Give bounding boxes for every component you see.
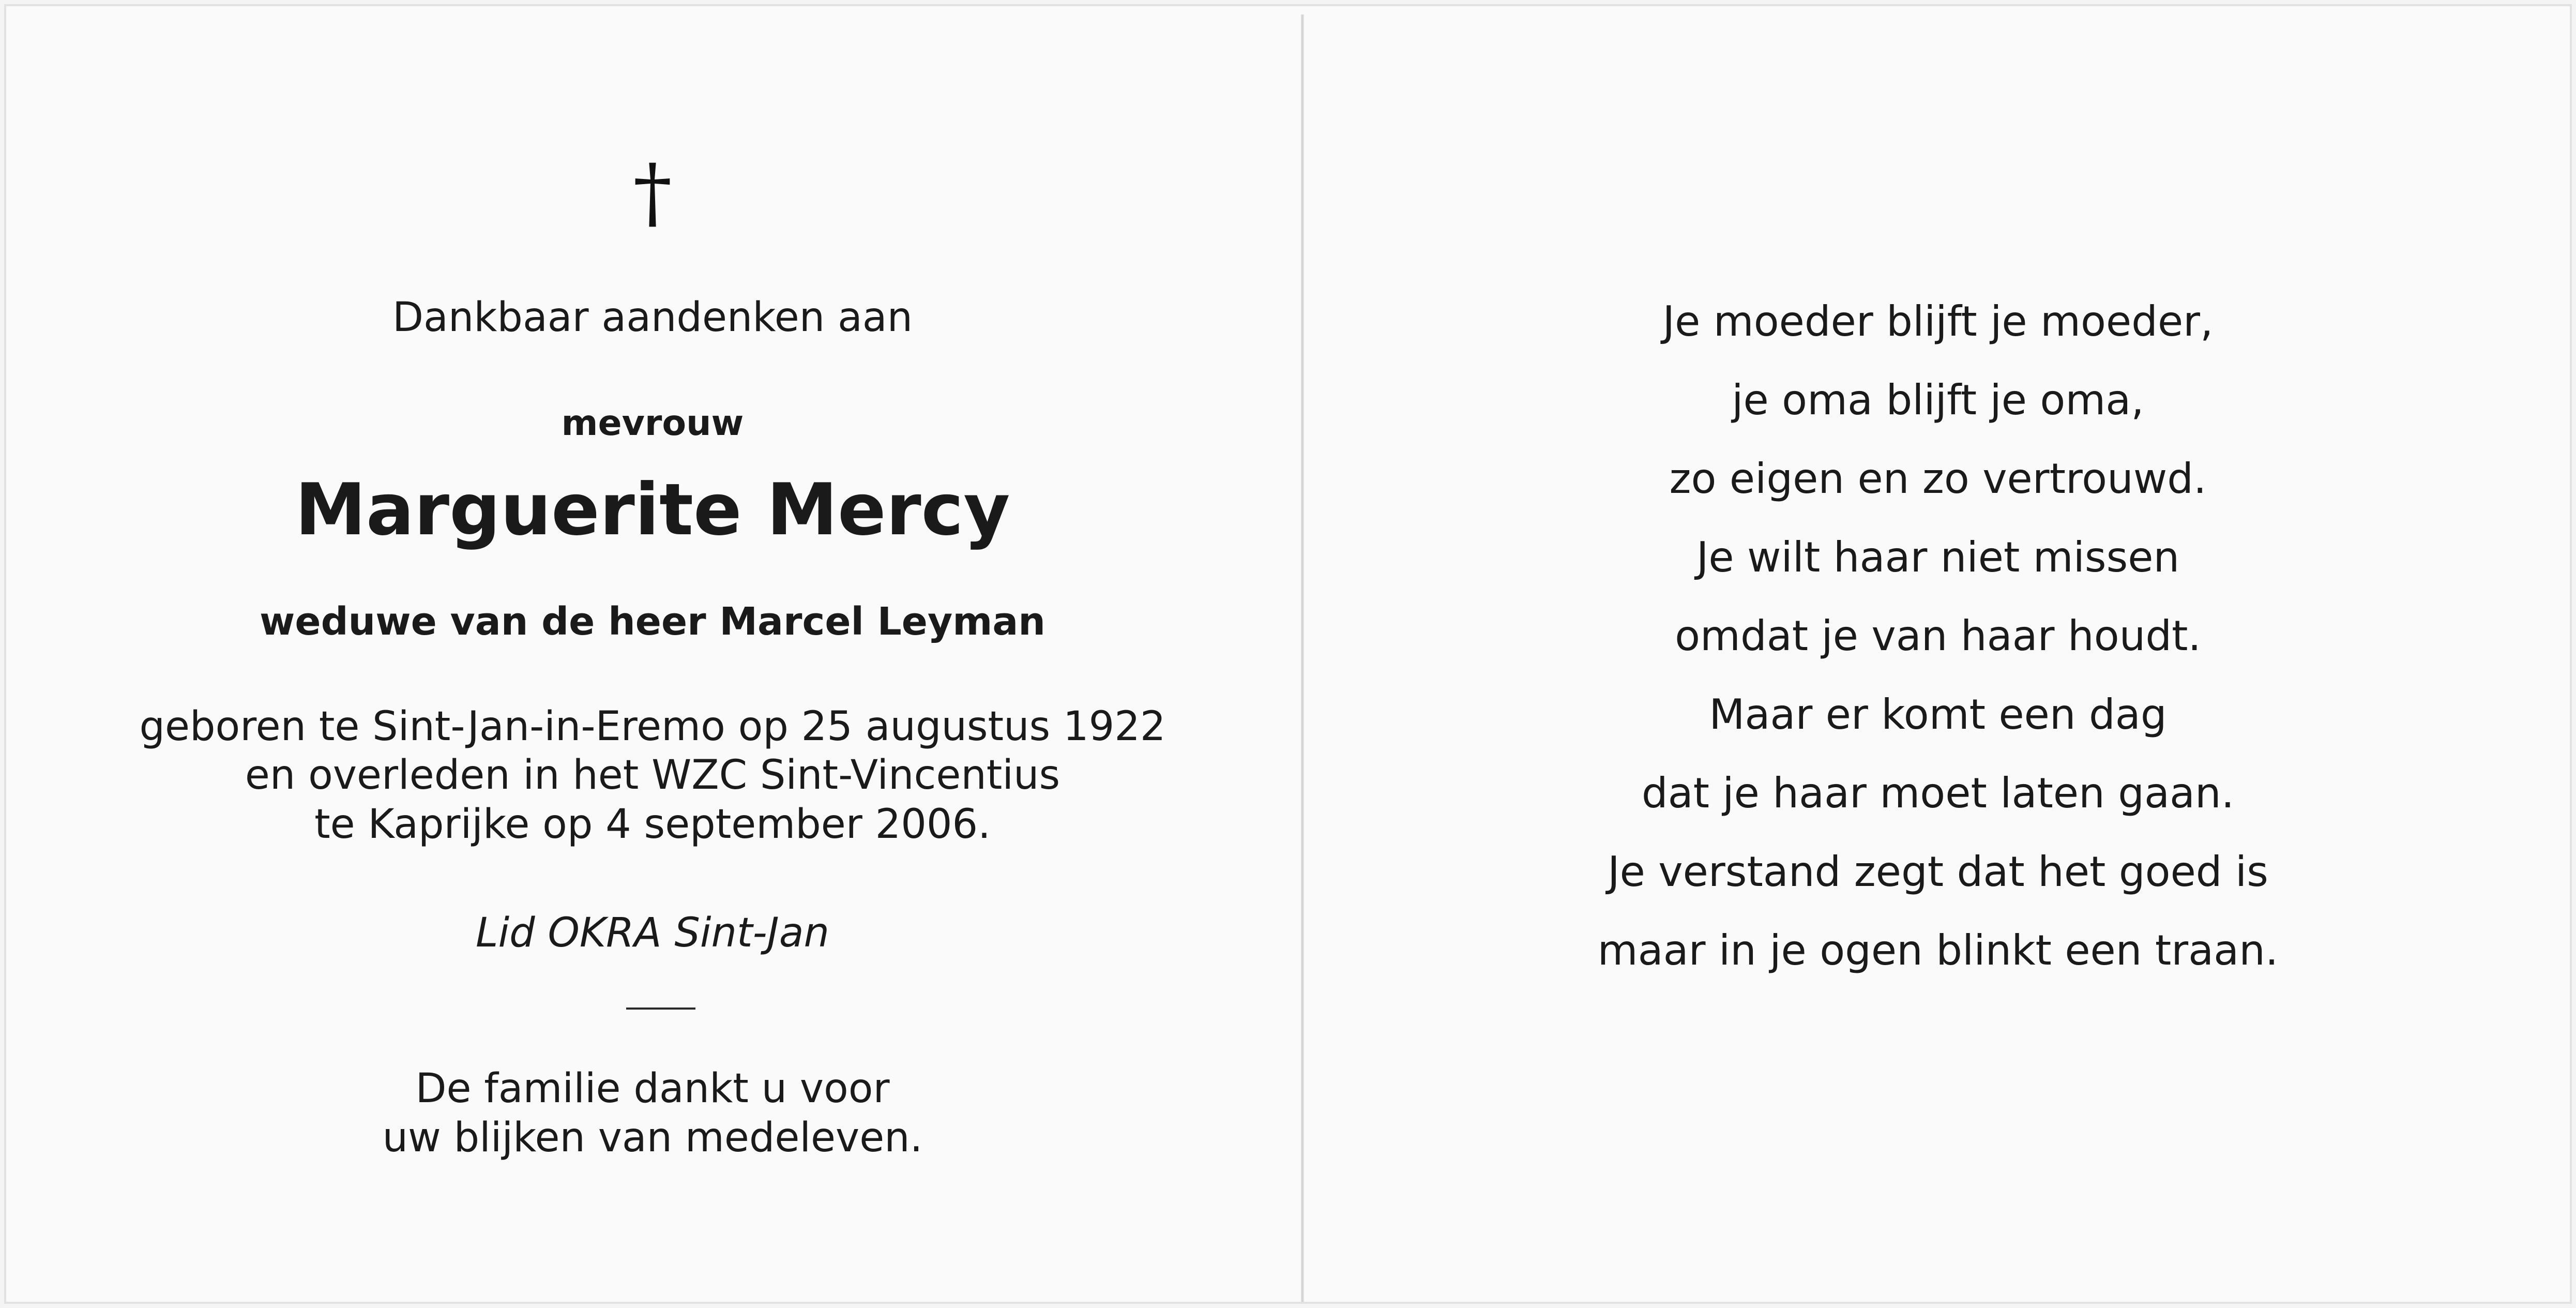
- cross-icon: †: [633, 148, 672, 238]
- birth-line: geboren te Sint-Jan-in-Eremo op 25 augustus 1922: [139, 703, 1166, 750]
- poem-line: je oma blijft je oma,: [1732, 376, 2144, 424]
- poem-line: Je wilt haar niet missen: [1696, 533, 2180, 581]
- life-dates: [4, 702, 1301, 849]
- thanks-line: De familie dankt u voor: [415, 1065, 890, 1112]
- thanks-line: uw blijken van medeleven.: [382, 1115, 923, 1162]
- poem-line: Je verstand zegt dat het goed is: [1608, 848, 2268, 896]
- membership-line: Lid OKRA Sint-Jan: [476, 910, 829, 956]
- poem-line: dat je haar moet laten gaan.: [1641, 769, 2235, 817]
- divider: [626, 1008, 695, 1010]
- left-panel: [4, 4, 1301, 1304]
- poem-line: omdat je van haar houdt.: [1675, 612, 2201, 660]
- deceased-name: Marguerite Mercy: [295, 468, 1010, 551]
- salutation: mevrouw: [561, 403, 744, 444]
- memorial-card: [4, 4, 2572, 1304]
- poem-line: Je moeder blijft je moeder,: [1662, 297, 2214, 345]
- right-panel: [1304, 4, 2572, 1304]
- spouse-line: weduwe van de heer Marcel Leyman: [260, 599, 1045, 644]
- intro-text: Dankbaar aandenken aan: [392, 294, 913, 341]
- death-place-line: en overleden in het WZC Sint-Vincentius: [245, 752, 1060, 799]
- poem-line: zo eigen en zo vertrouwd.: [1669, 455, 2207, 503]
- family-thanks: [4, 1064, 1301, 1163]
- death-date-line: te Kaprijke op 4 september 2006.: [314, 801, 991, 848]
- poem-line: Maar er komt een dag: [1709, 690, 2167, 739]
- poem: [1304, 282, 2572, 990]
- poem-line: maar in je ogen blinkt een traan.: [1597, 926, 2279, 974]
